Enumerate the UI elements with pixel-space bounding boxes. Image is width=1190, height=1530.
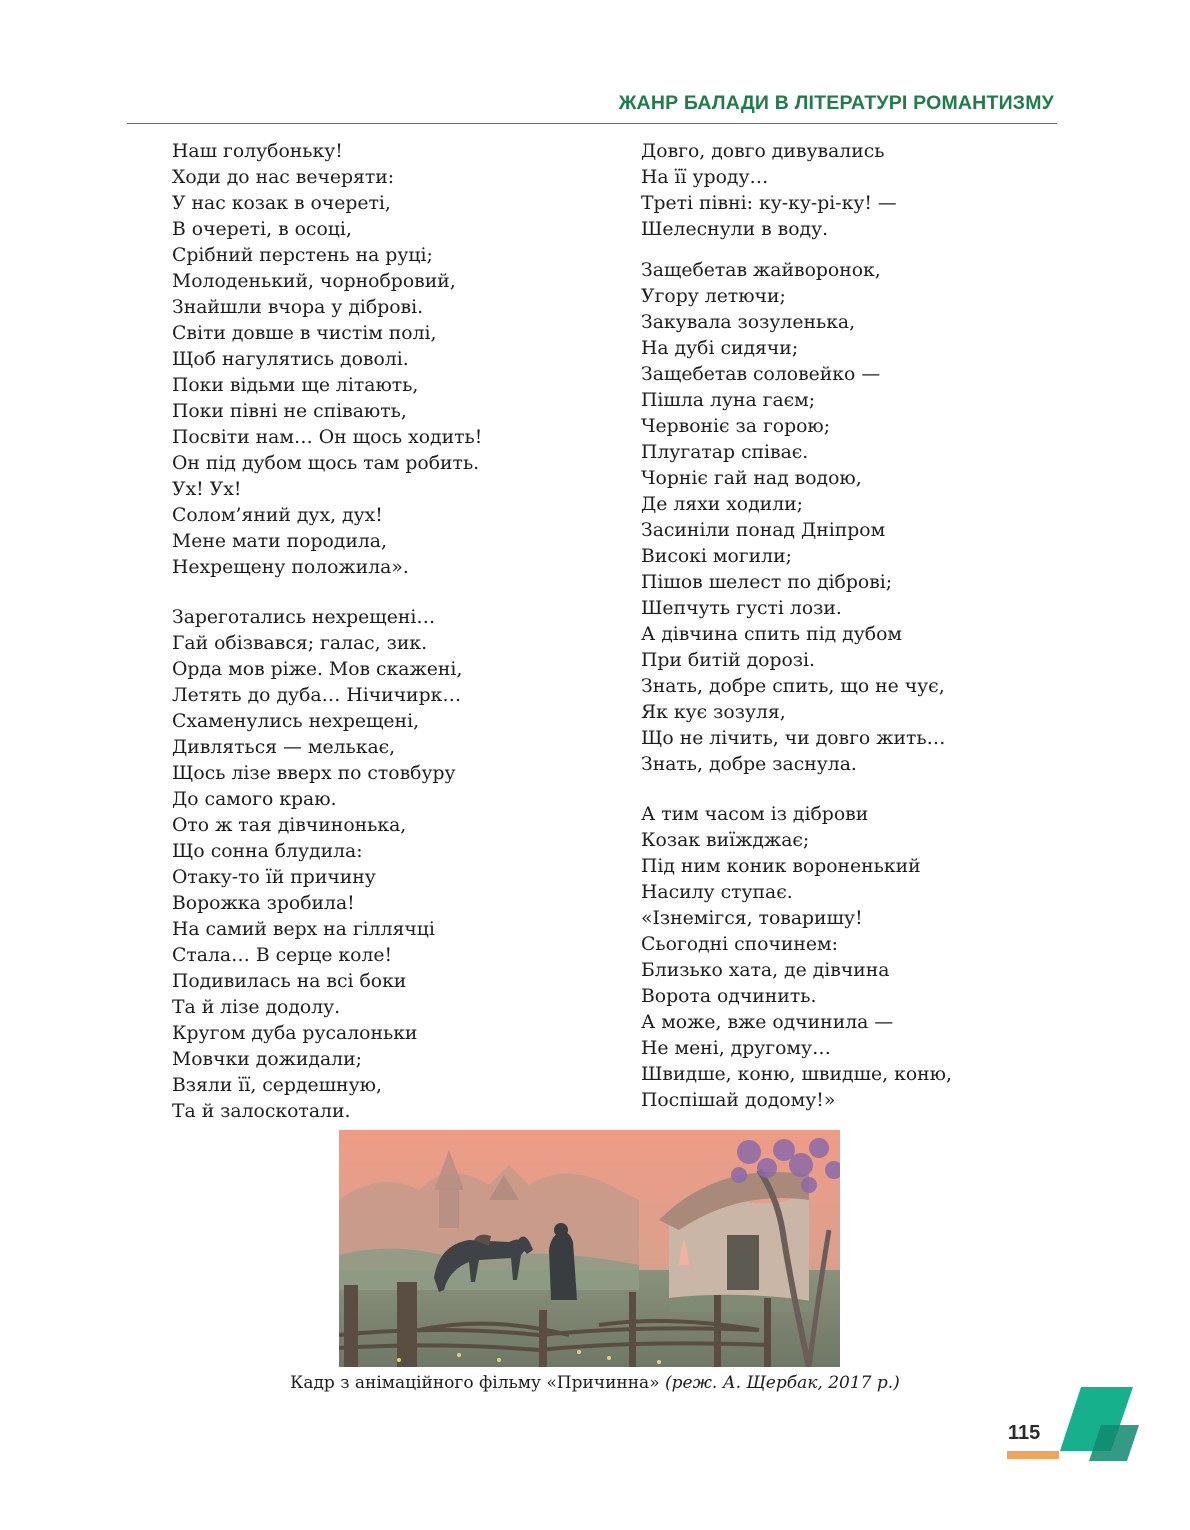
poem-line: Гай обізвався; галас, зик. [172, 633, 428, 654]
poem-line: Стала… В серце коле! [172, 945, 393, 966]
poem-line: Посвіти нам… Он щось ходить! [172, 427, 483, 448]
chapter-title: ЖАНР БАЛАДИ В ЛІТЕРАТУРІ РОМАНТИЗМУ [618, 92, 1054, 114]
poem-line: У нас козак в очереті, [172, 193, 391, 214]
poem-line: Ворожка зробила! [172, 893, 355, 914]
poem-line: Поспішай додому!» [641, 1090, 836, 1111]
poem-line: Чорніє гай над водою, [641, 468, 862, 489]
page-corner-decoration [1055, 1385, 1145, 1470]
poem-line: Треті півні: ку-ку-рі-ку! — [641, 193, 897, 214]
poem-line: А тим часом із діброви [641, 804, 869, 825]
poem-line: Що не лічить, чи довго жить… [641, 728, 946, 749]
poem-line: При битій дорозі. [641, 650, 816, 671]
poem-line: Високі могили; [641, 546, 792, 567]
poem-line: В очереті, в осоці, [172, 219, 352, 240]
poem-line: Дивляться — мелькає, [172, 737, 396, 758]
poem-line: «Ізнемігся, товаришу! [641, 908, 863, 929]
stanza [172, 139, 482, 581]
caption-text: Кадр з анімаційного фільму «Причинна» [290, 1373, 660, 1393]
poem-line: Знайшли вчора у діброві. [172, 297, 424, 318]
page-number-underline [1007, 1451, 1059, 1459]
poem-line: Знать, добре спить, що не чує, [641, 676, 945, 697]
poem-line: Пішла луна гаєм; [641, 390, 816, 411]
poem-line: Молоденький, чорнобровий, [172, 271, 456, 292]
poem-line: На дубі сидячи; [641, 338, 799, 359]
poem-line: Ворота одчинить. [641, 986, 817, 1007]
poem-line: Під ним коник вороненький [641, 856, 921, 877]
poem-line: Орда мов ріже. Мов скажені, [172, 659, 463, 680]
poem-line: Ходи до нас вечеряти: [172, 167, 395, 188]
poem-line: Плугатар співає. [641, 442, 809, 463]
poem-line: Подивилась на всі боки [172, 971, 407, 992]
poem-line: Наш голубоньку! [172, 141, 343, 162]
poem-line: Зареготались нехрещені… [172, 607, 436, 628]
poem-line: Та й лізе додолу. [172, 997, 341, 1018]
poem-line: Ото ж тая дівчинонька, [172, 815, 407, 836]
poem-line: Світи довше в чистім полі, [172, 323, 437, 344]
poem-line: Щоб нагулятись доволі. [172, 349, 409, 370]
stanza [172, 605, 482, 1125]
poem-line: Кругом дуба русалоньки [172, 1023, 418, 1044]
figure-caption [0, 1373, 1190, 1393]
poem-line: Поки півні не співають, [172, 401, 407, 422]
poem-line: Взяли її, сердешную, [172, 1075, 382, 1096]
header-divider [127, 123, 1057, 124]
poem-line: Отаку-то їй причину [172, 867, 376, 888]
poem-line: Козак виїжджає; [641, 830, 810, 851]
poem-line: Схаменулись нехрещені, [172, 711, 420, 732]
stanza [641, 258, 952, 778]
poem-line: Насилу ступає. [641, 882, 793, 903]
poem-line: А дівчина спить під дубом [641, 624, 902, 645]
poem-line: Як кує зозуля, [641, 702, 786, 723]
stanza [641, 802, 952, 1114]
poem-line: Защебетав жайворонок, [641, 260, 881, 281]
poem-line: Нехрещену положила». [172, 557, 409, 578]
poem-line: Швидше, коню, швидше, коню, [641, 1064, 952, 1085]
stanza [641, 139, 952, 243]
page-number: 115 [1008, 1422, 1041, 1444]
poem-line: Знать, добре заснула. [641, 754, 857, 775]
poem-line: До самого краю. [172, 789, 337, 810]
poem-line: Шелеснули в воду. [641, 219, 829, 240]
poem-line: Сьогодні спочинем: [641, 934, 838, 955]
poem-line: Поки відьми ще літають, [172, 375, 419, 396]
poem-line: Червоніє за горою; [641, 416, 831, 437]
poem-line: Довго, довго дивувались [641, 141, 885, 162]
caption-credit: (реж. А. Щербак, 2017 р.) [665, 1373, 900, 1393]
poem-right-column [641, 139, 952, 1114]
poem-line: На її уроду… [641, 167, 769, 188]
poem-line: Летять до дуба… Нічичирк… [172, 685, 462, 706]
poem-line: Та й залоскотали. [172, 1101, 351, 1122]
poem-line: Що сонна блудила: [172, 841, 363, 862]
poem-line: Солом’яний дух, дух! [172, 505, 383, 526]
film-still-illustration [339, 1130, 840, 1367]
poem-line: Близько хата, де дівчина [641, 960, 890, 981]
poem-line: На самий верх на гіллячці [172, 919, 435, 940]
poem-line: Засиніли понад Дніпром [641, 520, 886, 541]
poem-line: Де ляхи ходили; [641, 494, 803, 515]
poem-line: Не мені, другому… [641, 1038, 831, 1059]
poem-line: Щось лізе вверх по стовбуру [172, 763, 456, 784]
poem-line: Закувала зозуленька, [641, 312, 856, 333]
poem-left-column [172, 139, 482, 1125]
poem-line: Шепчуть густі лози. [641, 598, 842, 619]
poem-line: А може, вже одчинила — [641, 1012, 894, 1033]
poem-line: Пішов шелест по діброві; [641, 572, 893, 593]
poem-line: Угору летючи; [641, 286, 786, 307]
poem-line: Мовчки дожидали; [172, 1049, 362, 1070]
poem-line: Мене мати породила, [172, 531, 387, 552]
poem-line: Защебетав соловейко — [641, 364, 881, 385]
poem-line: Ух! Ух! [172, 479, 242, 500]
poem-line: Срібний перстень на руці; [172, 245, 433, 266]
poem-line: Он під дубом щось там робить. [172, 453, 480, 474]
